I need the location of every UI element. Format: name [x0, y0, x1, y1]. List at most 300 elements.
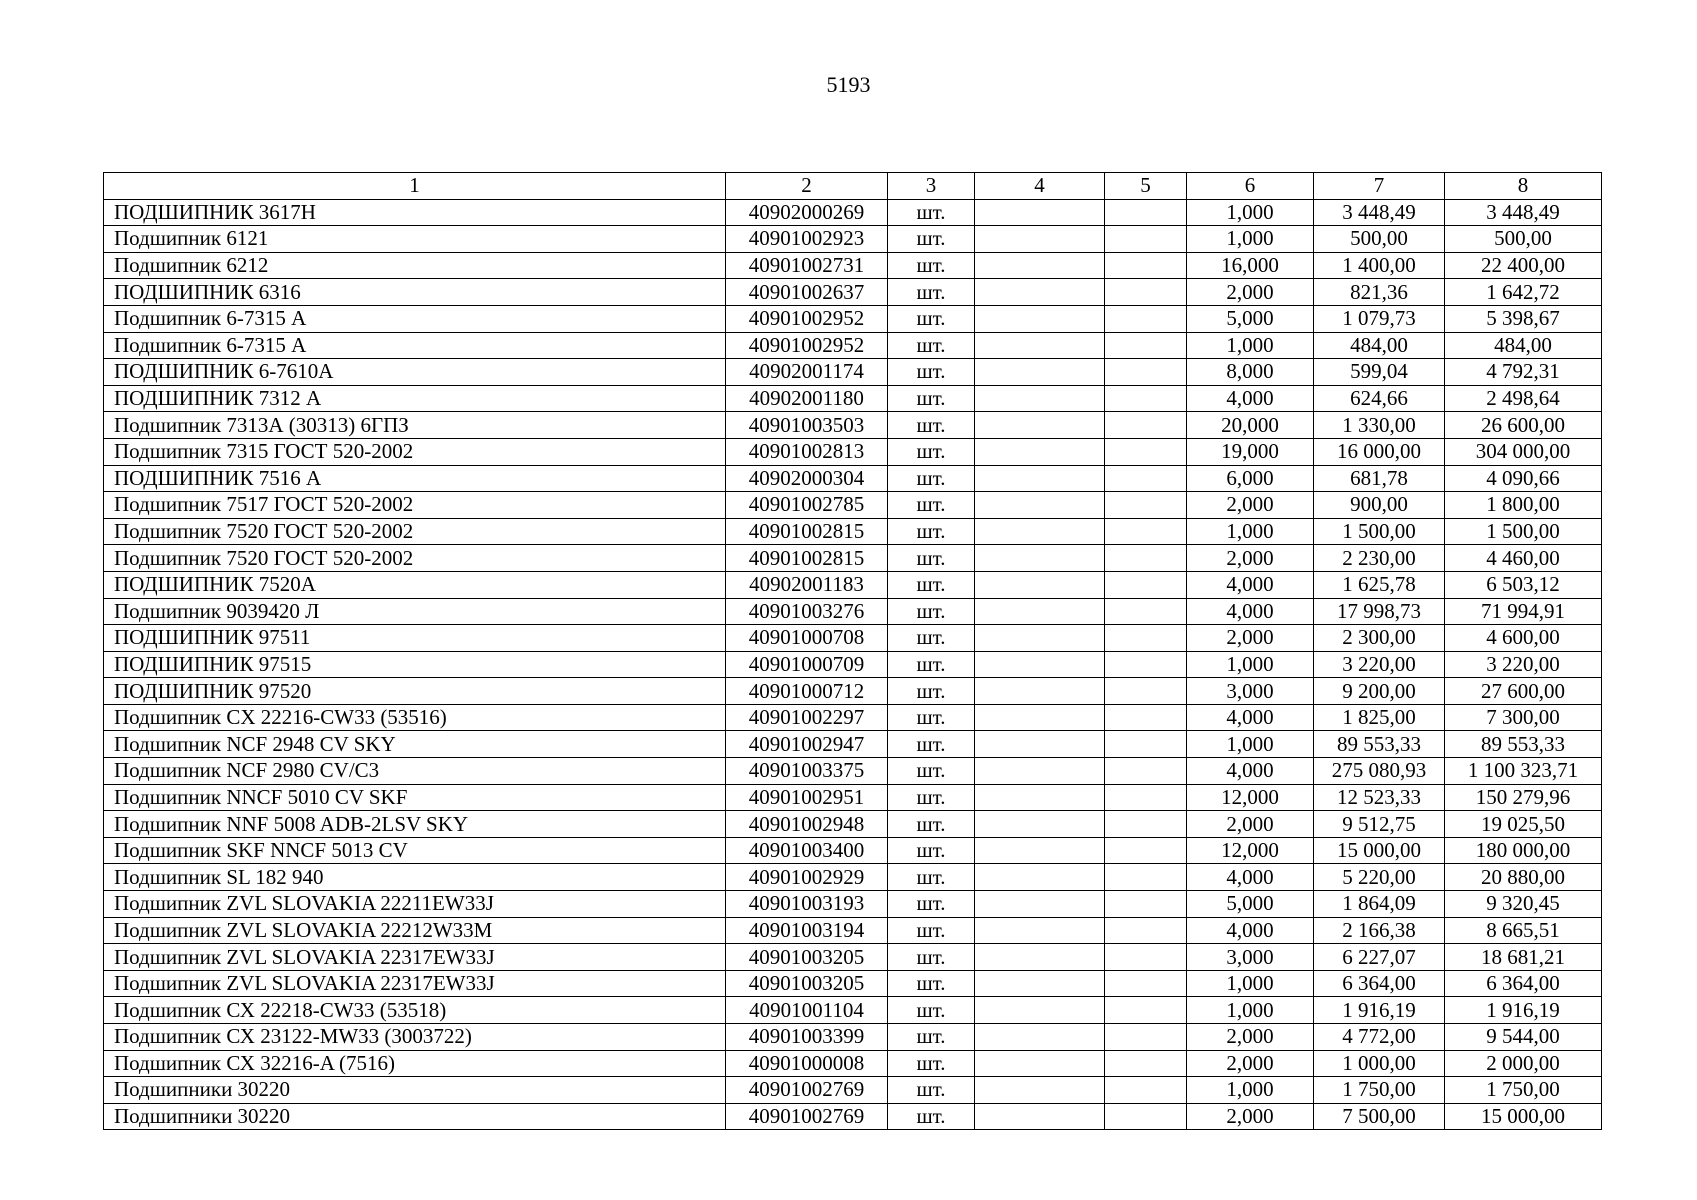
- unit-cell: шт.: [888, 438, 975, 465]
- column-5-cell: [1105, 704, 1187, 731]
- item-code-cell: 40901003375: [726, 758, 888, 785]
- table-row: [104, 678, 1602, 705]
- column-5-cell: [1105, 571, 1187, 598]
- column-4-cell: [975, 571, 1105, 598]
- table-row: [104, 518, 1602, 545]
- sum-cell: 2 000,00: [1445, 1050, 1602, 1077]
- item-name-cell: Подшипник NCF 2980 CV/C3: [104, 758, 726, 785]
- column-4-cell: [975, 545, 1105, 572]
- column-5-cell: [1105, 332, 1187, 359]
- table-row: [104, 1050, 1602, 1077]
- item-code-cell: 40901002731: [726, 252, 888, 279]
- column-5-cell: [1105, 305, 1187, 332]
- page-number: 5193: [826, 72, 871, 97]
- column-5-cell: [1105, 598, 1187, 625]
- header-row: [104, 173, 1602, 200]
- quantity-cell: 4,000: [1187, 571, 1314, 598]
- price-cell: 1 864,09: [1314, 891, 1445, 918]
- sum-cell: 304 000,00: [1445, 438, 1602, 465]
- unit-cell: шт.: [888, 758, 975, 785]
- sum-cell: 4 792,31: [1445, 359, 1602, 386]
- quantity-cell: 4,000: [1187, 917, 1314, 944]
- unit-cell: шт.: [888, 1050, 975, 1077]
- table-row: [104, 917, 1602, 944]
- item-name-cell: Подшипник 6-7315 А: [104, 305, 726, 332]
- column-4-cell: [975, 625, 1105, 652]
- column-4-cell: [975, 891, 1105, 918]
- column-4-cell: [975, 465, 1105, 492]
- column-5-cell: [1105, 1077, 1187, 1104]
- item-code-cell: 40901002813: [726, 438, 888, 465]
- sum-cell: 6 503,12: [1445, 571, 1602, 598]
- unit-cell: шт.: [888, 492, 975, 519]
- item-name-cell: Подшипники 30220: [104, 1077, 726, 1104]
- column-5-cell: [1105, 731, 1187, 758]
- item-name-cell: ПОДШИПНИК 3617Н: [104, 199, 726, 226]
- unit-cell: шт.: [888, 571, 975, 598]
- item-name-cell: Подшипник NNF 5008 ADB-2LSV SKY: [104, 811, 726, 838]
- item-name-cell: Подшипник CX 22216-CW33 (53516): [104, 704, 726, 731]
- item-code-cell: 40901002769: [726, 1077, 888, 1104]
- item-code-cell: 40901003194: [726, 917, 888, 944]
- quantity-cell: 12,000: [1187, 784, 1314, 811]
- item-name-cell: Подшипник SL 182 940: [104, 864, 726, 891]
- sum-cell: 1 500,00: [1445, 518, 1602, 545]
- sum-cell: 2 498,64: [1445, 385, 1602, 412]
- item-code-cell: 40901001104: [726, 997, 888, 1024]
- price-cell: 89 553,33: [1314, 731, 1445, 758]
- column-5-cell: [1105, 625, 1187, 652]
- price-cell: 15 000,00: [1314, 837, 1445, 864]
- quantity-cell: 2,000: [1187, 279, 1314, 306]
- quantity-cell: 4,000: [1187, 704, 1314, 731]
- sum-cell: 9 544,00: [1445, 1024, 1602, 1051]
- column-4-cell: [975, 598, 1105, 625]
- item-name-cell: ПОДШИПНИК 6316: [104, 279, 726, 306]
- unit-cell: шт.: [888, 997, 975, 1024]
- quantity-cell: 1,000: [1187, 1077, 1314, 1104]
- quantity-cell: 8,000: [1187, 359, 1314, 386]
- item-name-cell: Подшипник 7517 ГОСТ 520-2002: [104, 492, 726, 519]
- item-code-cell: 40901002948: [726, 811, 888, 838]
- sum-cell: 15 000,00: [1445, 1103, 1602, 1130]
- column-header: 7: [1314, 173, 1445, 200]
- item-code-cell: 40901002785: [726, 492, 888, 519]
- unit-cell: шт.: [888, 731, 975, 758]
- price-cell: 1 625,78: [1314, 571, 1445, 598]
- table-row: [104, 492, 1602, 519]
- quantity-cell: 2,000: [1187, 1103, 1314, 1130]
- unit-cell: шт.: [888, 199, 975, 226]
- item-code-cell: 40901002952: [726, 332, 888, 359]
- sum-cell: 4 600,00: [1445, 625, 1602, 652]
- quantity-cell: 1,000: [1187, 332, 1314, 359]
- sum-cell: 1 750,00: [1445, 1077, 1602, 1104]
- item-name-cell: ПОДШИПНИК 6-7610А: [104, 359, 726, 386]
- item-code-cell: 40901002815: [726, 545, 888, 572]
- column-4-cell: [975, 1050, 1105, 1077]
- column-header: 4: [975, 173, 1105, 200]
- sum-cell: 1 800,00: [1445, 492, 1602, 519]
- column-4-cell: [975, 811, 1105, 838]
- table-row: [104, 279, 1602, 306]
- column-4-cell: [975, 1103, 1105, 1130]
- quantity-cell: 5,000: [1187, 305, 1314, 332]
- sum-cell: 1 916,19: [1445, 997, 1602, 1024]
- price-cell: 1 330,00: [1314, 412, 1445, 439]
- column-5-cell: [1105, 199, 1187, 226]
- item-name-cell: ПОДШИПНИК 7516 А: [104, 465, 726, 492]
- column-5-cell: [1105, 359, 1187, 386]
- sum-cell: 7 300,00: [1445, 704, 1602, 731]
- item-code-cell: 40902000304: [726, 465, 888, 492]
- price-cell: 16 000,00: [1314, 438, 1445, 465]
- item-name-cell: Подшипник ZVL SLOVAKIA 22211EW33J: [104, 891, 726, 918]
- column-4-cell: [975, 1077, 1105, 1104]
- sum-cell: 500,00: [1445, 226, 1602, 253]
- quantity-cell: 3,000: [1187, 678, 1314, 705]
- sum-cell: 71 994,91: [1445, 598, 1602, 625]
- item-name-cell: ПОДШИПНИК 7312 А: [104, 385, 726, 412]
- item-code-cell: 40902001174: [726, 359, 888, 386]
- item-code-cell: 40901002815: [726, 518, 888, 545]
- item-code-cell: 40901000708: [726, 625, 888, 652]
- column-4-cell: [975, 199, 1105, 226]
- column-5-cell: [1105, 997, 1187, 1024]
- item-code-cell: 40901002923: [726, 226, 888, 253]
- item-name-cell: Подшипник SKF NNCF 5013 CV: [104, 837, 726, 864]
- price-cell: 1 750,00: [1314, 1077, 1445, 1104]
- price-cell: 500,00: [1314, 226, 1445, 253]
- item-code-cell: 40902000269: [726, 199, 888, 226]
- table-row: [104, 997, 1602, 1024]
- column-header: 2: [726, 173, 888, 200]
- column-5-cell: [1105, 1103, 1187, 1130]
- column-5-cell: [1105, 465, 1187, 492]
- table-row: [104, 465, 1602, 492]
- item-name-cell: Подшипник ZVL SLOVAKIA 22317EW33J: [104, 944, 726, 971]
- unit-cell: шт.: [888, 252, 975, 279]
- column-header: 6: [1187, 173, 1314, 200]
- price-cell: 599,04: [1314, 359, 1445, 386]
- price-cell: 4 772,00: [1314, 1024, 1445, 1051]
- column-5-cell: [1105, 1050, 1187, 1077]
- table-row: [104, 837, 1602, 864]
- table-row: [104, 731, 1602, 758]
- table-row: [104, 811, 1602, 838]
- quantity-cell: 5,000: [1187, 891, 1314, 918]
- price-cell: 1 400,00: [1314, 252, 1445, 279]
- column-5-cell: [1105, 970, 1187, 997]
- price-cell: 6 227,07: [1314, 944, 1445, 971]
- column-4-cell: [975, 1024, 1105, 1051]
- unit-cell: шт.: [888, 970, 975, 997]
- column-5-cell: [1105, 226, 1187, 253]
- quantity-cell: 2,000: [1187, 545, 1314, 572]
- unit-cell: шт.: [888, 891, 975, 918]
- table-body: [104, 199, 1602, 1130]
- sum-cell: 19 025,50: [1445, 811, 1602, 838]
- table-row: [104, 199, 1602, 226]
- item-code-cell: 40901002637: [726, 279, 888, 306]
- item-code-cell: 40901003400: [726, 837, 888, 864]
- item-name-cell: Подшипник ZVL SLOVAKIA 22212W33M: [104, 917, 726, 944]
- item-name-cell: ПОДШИПНИК 97520: [104, 678, 726, 705]
- column-5-cell: [1105, 412, 1187, 439]
- table-row: [104, 598, 1602, 625]
- sum-cell: 22 400,00: [1445, 252, 1602, 279]
- column-5-cell: [1105, 438, 1187, 465]
- price-cell: 12 523,33: [1314, 784, 1445, 811]
- item-name-cell: Подшипник 6212: [104, 252, 726, 279]
- quantity-cell: 2,000: [1187, 811, 1314, 838]
- table-row: [104, 970, 1602, 997]
- table-row: [104, 412, 1602, 439]
- item-code-cell: 40901002947: [726, 731, 888, 758]
- table-row: [104, 758, 1602, 785]
- quantity-cell: 3,000: [1187, 944, 1314, 971]
- item-code-cell: 40901003399: [726, 1024, 888, 1051]
- quantity-cell: 2,000: [1187, 1050, 1314, 1077]
- quantity-cell: 20,000: [1187, 412, 1314, 439]
- item-name-cell: ПОДШИПНИК 97511: [104, 625, 726, 652]
- item-name-cell: Подшипник СХ 22218-CW33 (53518): [104, 997, 726, 1024]
- column-4-cell: [975, 704, 1105, 731]
- table-row: [104, 1077, 1602, 1104]
- price-cell: 900,00: [1314, 492, 1445, 519]
- column-5-cell: [1105, 545, 1187, 572]
- column-4-cell: [975, 279, 1105, 306]
- column-4-cell: [975, 226, 1105, 253]
- unit-cell: шт.: [888, 226, 975, 253]
- item-name-cell: Подшипник СХ 23122-MW33 (3003722): [104, 1024, 726, 1051]
- item-code-cell: 40901003276: [726, 598, 888, 625]
- price-cell: 624,66: [1314, 385, 1445, 412]
- column-4-cell: [975, 678, 1105, 705]
- item-name-cell: Подшипник 7520 ГОСТ 520-2002: [104, 545, 726, 572]
- unit-cell: шт.: [888, 1077, 975, 1104]
- unit-cell: шт.: [888, 279, 975, 306]
- sum-cell: 150 279,96: [1445, 784, 1602, 811]
- price-cell: 5 220,00: [1314, 864, 1445, 891]
- unit-cell: шт.: [888, 412, 975, 439]
- column-4-cell: [975, 359, 1105, 386]
- quantity-cell: 4,000: [1187, 598, 1314, 625]
- price-cell: 6 364,00: [1314, 970, 1445, 997]
- unit-cell: шт.: [888, 784, 975, 811]
- item-name-cell: ПОДШИПНИК 7520А: [104, 571, 726, 598]
- column-4-cell: [975, 252, 1105, 279]
- item-name-cell: Подшипник 7520 ГОСТ 520-2002: [104, 518, 726, 545]
- unit-cell: шт.: [888, 465, 975, 492]
- item-name-cell: Подшипник 6121: [104, 226, 726, 253]
- price-cell: 1 916,19: [1314, 997, 1445, 1024]
- price-cell: 2 166,38: [1314, 917, 1445, 944]
- item-code-cell: 40901003205: [726, 944, 888, 971]
- column-5-cell: [1105, 917, 1187, 944]
- item-code-cell: 40901000008: [726, 1050, 888, 1077]
- table-row: [104, 891, 1602, 918]
- sum-cell: 180 000,00: [1445, 837, 1602, 864]
- sum-cell: 1 100 323,71: [1445, 758, 1602, 785]
- item-code-cell: 40901002929: [726, 864, 888, 891]
- unit-cell: шт.: [888, 305, 975, 332]
- quantity-cell: 1,000: [1187, 731, 1314, 758]
- item-name-cell: Подшипник 9039420 Л: [104, 598, 726, 625]
- column-4-cell: [975, 997, 1105, 1024]
- quantity-cell: 4,000: [1187, 758, 1314, 785]
- price-cell: 1 079,73: [1314, 305, 1445, 332]
- quantity-cell: 1,000: [1187, 651, 1314, 678]
- table-row: [104, 571, 1602, 598]
- unit-cell: шт.: [888, 1103, 975, 1130]
- item-code-cell: 40901002951: [726, 784, 888, 811]
- item-code-cell: 40901000709: [726, 651, 888, 678]
- column-5-cell: [1105, 1024, 1187, 1051]
- sum-cell: 484,00: [1445, 332, 1602, 359]
- column-5-cell: [1105, 758, 1187, 785]
- table-row: [104, 305, 1602, 332]
- price-cell: 484,00: [1314, 332, 1445, 359]
- price-cell: 1 500,00: [1314, 518, 1445, 545]
- column-4-cell: [975, 917, 1105, 944]
- table-row: [104, 332, 1602, 359]
- unit-cell: шт.: [888, 917, 975, 944]
- column-4-cell: [975, 651, 1105, 678]
- price-cell: 681,78: [1314, 465, 1445, 492]
- quantity-cell: 1,000: [1187, 226, 1314, 253]
- item-name-cell: Подшипник 6-7315 А: [104, 332, 726, 359]
- item-code-cell: 40901002952: [726, 305, 888, 332]
- table-row: [104, 252, 1602, 279]
- item-name-cell: ПОДШИПНИК 97515: [104, 651, 726, 678]
- sum-cell: 4 460,00: [1445, 545, 1602, 572]
- column-5-cell: [1105, 811, 1187, 838]
- column-5-cell: [1105, 492, 1187, 519]
- column-4-cell: [975, 492, 1105, 519]
- sum-cell: 3 220,00: [1445, 651, 1602, 678]
- sum-cell: 1 642,72: [1445, 279, 1602, 306]
- column-5-cell: [1105, 678, 1187, 705]
- column-5-cell: [1105, 518, 1187, 545]
- item-name-cell: Подшипник 7313А (30313) 6ГПЗ: [104, 412, 726, 439]
- item-code-cell: 40902001180: [726, 385, 888, 412]
- column-5-cell: [1105, 252, 1187, 279]
- column-4-cell: [975, 864, 1105, 891]
- column-4-cell: [975, 944, 1105, 971]
- unit-cell: шт.: [888, 545, 975, 572]
- sum-cell: 26 600,00: [1445, 412, 1602, 439]
- item-code-cell: 40901003503: [726, 412, 888, 439]
- column-5-cell: [1105, 944, 1187, 971]
- column-5-cell: [1105, 837, 1187, 864]
- column-4-cell: [975, 837, 1105, 864]
- column-5-cell: [1105, 385, 1187, 412]
- column-header: 1: [104, 173, 726, 200]
- quantity-cell: 4,000: [1187, 385, 1314, 412]
- price-cell: 1 825,00: [1314, 704, 1445, 731]
- unit-cell: шт.: [888, 864, 975, 891]
- price-cell: 821,36: [1314, 279, 1445, 306]
- table-row: [104, 359, 1602, 386]
- unit-cell: шт.: [888, 811, 975, 838]
- table-row: [104, 704, 1602, 731]
- quantity-cell: 19,000: [1187, 438, 1314, 465]
- unit-cell: шт.: [888, 1024, 975, 1051]
- unit-cell: шт.: [888, 704, 975, 731]
- table-row: [104, 784, 1602, 811]
- item-code-cell: 40901002297: [726, 704, 888, 731]
- price-cell: 275 080,93: [1314, 758, 1445, 785]
- item-name-cell: Подшипник СХ 32216-A (7516): [104, 1050, 726, 1077]
- quantity-cell: 16,000: [1187, 252, 1314, 279]
- quantity-cell: 2,000: [1187, 492, 1314, 519]
- price-cell: 9 200,00: [1314, 678, 1445, 705]
- sum-cell: 27 600,00: [1445, 678, 1602, 705]
- sum-cell: 89 553,33: [1445, 731, 1602, 758]
- item-code-cell: 40902001183: [726, 571, 888, 598]
- column-4-cell: [975, 758, 1105, 785]
- price-cell: 2 300,00: [1314, 625, 1445, 652]
- column-5-cell: [1105, 651, 1187, 678]
- column-4-cell: [975, 731, 1105, 758]
- column-5-cell: [1105, 891, 1187, 918]
- column-4-cell: [975, 385, 1105, 412]
- unit-cell: шт.: [888, 332, 975, 359]
- item-code-cell: 40901002769: [726, 1103, 888, 1130]
- sum-cell: 4 090,66: [1445, 465, 1602, 492]
- items-table: [103, 172, 1602, 1130]
- sum-cell: 8 665,51: [1445, 917, 1602, 944]
- unit-cell: шт.: [888, 598, 975, 625]
- quantity-cell: 1,000: [1187, 970, 1314, 997]
- column-header: 3: [888, 173, 975, 200]
- table-row: [104, 438, 1602, 465]
- item-name-cell: Подшипник ZVL SLOVAKIA 22317EW33J: [104, 970, 726, 997]
- column-4-cell: [975, 438, 1105, 465]
- item-name-cell: Подшипник 7315 ГОСТ 520-2002: [104, 438, 726, 465]
- item-code-cell: 40901003205: [726, 970, 888, 997]
- price-cell: 17 998,73: [1314, 598, 1445, 625]
- price-cell: 7 500,00: [1314, 1103, 1445, 1130]
- price-cell: 2 230,00: [1314, 545, 1445, 572]
- item-name-cell: Подшипник NNCF 5010 CV SKF: [104, 784, 726, 811]
- price-cell: 3 448,49: [1314, 199, 1445, 226]
- quantity-cell: 2,000: [1187, 1024, 1314, 1051]
- table-row: [104, 385, 1602, 412]
- table-row: [104, 226, 1602, 253]
- quantity-cell: 12,000: [1187, 837, 1314, 864]
- sum-cell: 6 364,00: [1445, 970, 1602, 997]
- column-4-cell: [975, 412, 1105, 439]
- quantity-cell: 2,000: [1187, 625, 1314, 652]
- sum-cell: 9 320,45: [1445, 891, 1602, 918]
- quantity-cell: 6,000: [1187, 465, 1314, 492]
- unit-cell: шт.: [888, 651, 975, 678]
- table-row: [104, 651, 1602, 678]
- quantity-cell: 1,000: [1187, 518, 1314, 545]
- item-name-cell: Подшипник NCF 2948 CV SKY: [104, 731, 726, 758]
- quantity-cell: 1,000: [1187, 199, 1314, 226]
- column-4-cell: [975, 970, 1105, 997]
- price-cell: 3 220,00: [1314, 651, 1445, 678]
- column-5-cell: [1105, 864, 1187, 891]
- table-row: [104, 1103, 1602, 1130]
- table-row: [104, 625, 1602, 652]
- sum-cell: 3 448,49: [1445, 199, 1602, 226]
- unit-cell: шт.: [888, 944, 975, 971]
- price-cell: 9 512,75: [1314, 811, 1445, 838]
